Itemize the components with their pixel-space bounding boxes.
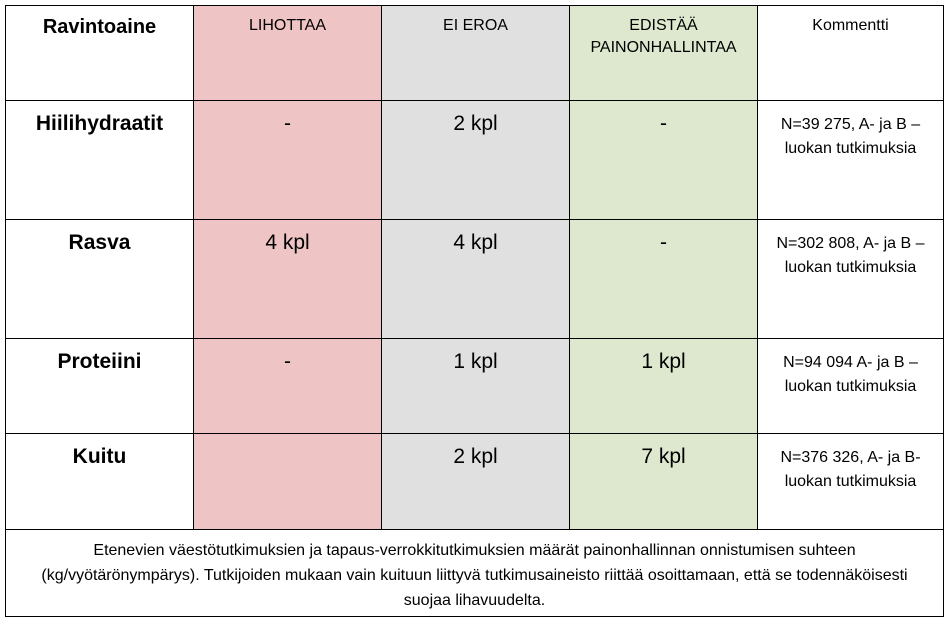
nutrient-cell [6, 434, 194, 530]
fattening-count: - [284, 350, 291, 373]
nutrient-label: Rasva [68, 231, 131, 254]
header-no-difference-cell [382, 6, 570, 101]
nutrient-study-table [5, 5, 944, 617]
fattening-cell [194, 434, 382, 530]
comment-cell [758, 434, 944, 530]
caption-row [6, 530, 944, 617]
table-row [6, 220, 944, 339]
comment-text: N=376 326, A- ja B-luokan tutkimuksia [780, 449, 921, 490]
weight-management-cell [570, 220, 758, 339]
no-difference-cell [382, 101, 570, 220]
table-row [6, 434, 944, 530]
header-fattening-cell [194, 6, 382, 101]
header-comment-label: Kommentti [812, 17, 889, 34]
nutrient-label: Hiilihydraatit [35, 112, 164, 135]
nutrient-cell [6, 339, 194, 434]
comment-text: N=302 808, A- ja B –luokan tutkimuksia [776, 235, 925, 276]
comment-text: N=94 094 A- ja B –luokan tutkimuksia [783, 354, 918, 395]
no-difference-cell [382, 220, 570, 339]
header-weight-management-label: EDISTÄÄ PAINONHALLINTAA [590, 17, 737, 56]
header-comment-cell [758, 6, 944, 101]
weight-management-count: 1 kpl [641, 350, 686, 373]
no-difference-count: 4 kpl [453, 231, 498, 254]
caption-cell [6, 530, 944, 617]
weight-management-cell [570, 339, 758, 434]
header-nutrient-label: Ravintoaine [42, 16, 157, 38]
table-row [6, 101, 944, 220]
no-difference-count: 1 kpl [453, 350, 498, 373]
weight-management-count: - [660, 112, 667, 135]
no-difference-cell [382, 434, 570, 530]
comment-cell [758, 220, 944, 339]
table-header-row [6, 6, 944, 101]
comment-text: N=39 275, A- ja B –luokan tutkimuksia [780, 116, 921, 157]
fattening-cell [194, 101, 382, 220]
table-caption: Etenevien väestötutkimuksien ja tapaus-verrokkitutkimuksien määrät painonhallinnan onnistumisen suhteen (kg/vyötärönympärys). Tutkijoiden mukaan vain kuituun liittyvä tutkimusaineisto riittää osoittamaan, että se todennäköisesti suojaa lihavuudelta. [41, 542, 908, 609]
no-difference-cell [382, 339, 570, 434]
weight-management-cell [570, 434, 758, 530]
nutrient-study-table-container [5, 5, 943, 621]
no-difference-count: 2 kpl [453, 112, 498, 135]
nutrient-label: Kuitu [72, 445, 127, 468]
header-weight-management-cell [570, 6, 758, 101]
table-row [6, 339, 944, 434]
weight-management-count: - [660, 231, 667, 254]
nutrient-label: Proteiini [57, 350, 142, 373]
fattening-count: - [284, 112, 291, 135]
comment-cell [758, 339, 944, 434]
header-no-difference-label: EI EROA [443, 17, 508, 34]
nutrient-cell [6, 101, 194, 220]
weight-management-count: 7 kpl [641, 445, 686, 468]
no-difference-count: 2 kpl [453, 445, 498, 468]
comment-cell [758, 101, 944, 220]
weight-management-cell [570, 101, 758, 220]
header-fattening-label: LIHOTTAA [248, 17, 327, 34]
fattening-cell [194, 339, 382, 434]
fattening-count [194, 434, 381, 445]
nutrient-cell [6, 220, 194, 339]
fattening-count: 4 kpl [265, 231, 310, 254]
fattening-cell [194, 220, 382, 339]
header-nutrient-cell [6, 6, 194, 101]
